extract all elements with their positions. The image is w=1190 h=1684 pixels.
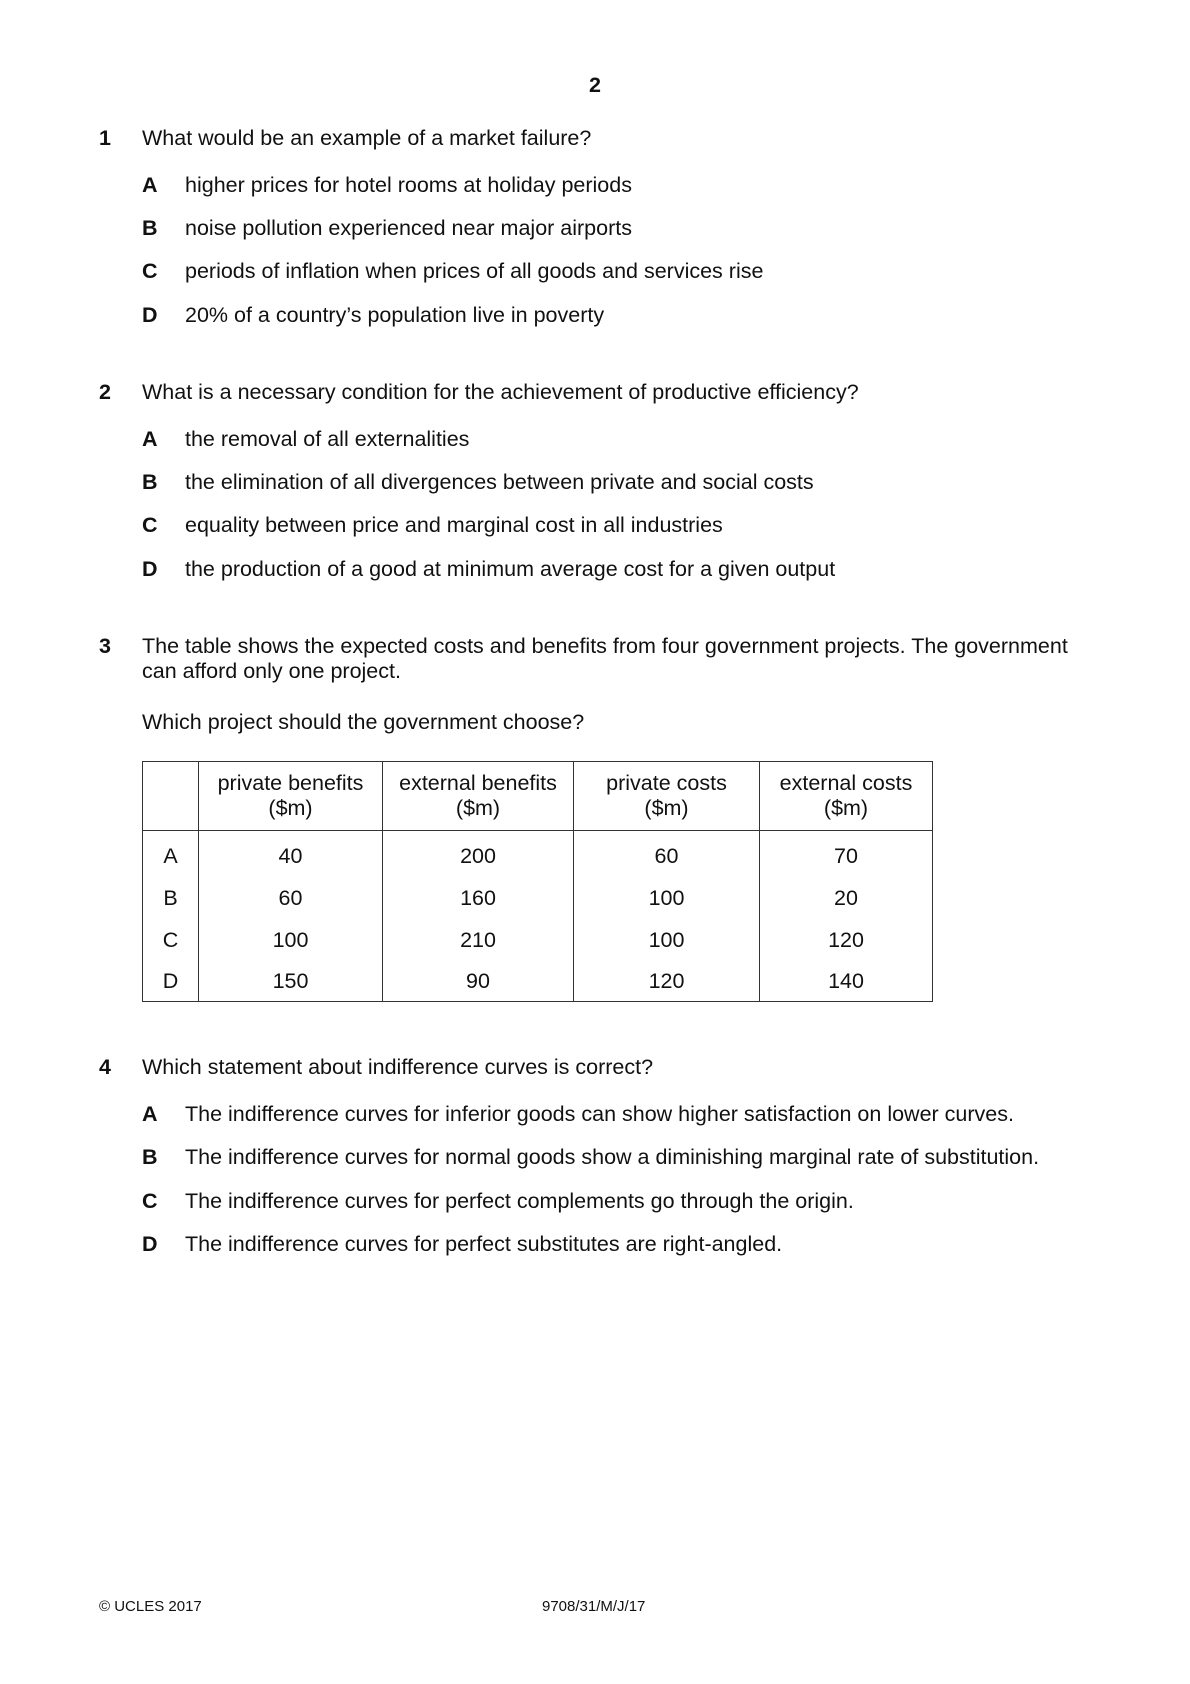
header-external-benefits <box>383 762 574 831</box>
question-2-option-a-letter: A <box>142 427 158 451</box>
question-2-number: 2 <box>99 380 111 404</box>
question-2-option-d-letter: D <box>142 557 158 581</box>
footer-paper-code: 9708/31/M/J/17 <box>542 1598 646 1615</box>
question-2-option-a-text: the removal of all externalities <box>185 427 470 451</box>
projects-table <box>142 761 933 1002</box>
question-2-option-b-letter: B <box>142 470 158 494</box>
question-1-option-d-letter: D <box>142 303 158 327</box>
cell-private-benefits: 150 <box>199 961 383 1002</box>
header-unit: ($m) <box>455 796 501 820</box>
question-3-prompt: Which project should the government choose? <box>142 710 585 734</box>
table-corner-cell <box>143 762 199 831</box>
question-2-option-c-letter: C <box>142 513 158 537</box>
question-4-option-b-letter: B <box>142 1145 158 1169</box>
question-3-text-line-1: The table shows the expected costs and benefits from four government projects. The government <box>142 634 1068 658</box>
header-unit: ($m) <box>268 796 313 820</box>
cell-external-benefits: 90 <box>383 961 574 1002</box>
table-row <box>143 919 933 961</box>
cell-private-benefits: 60 <box>199 877 383 919</box>
cell-private-benefits: 40 <box>199 831 383 878</box>
header-label: external costs <box>779 771 913 795</box>
question-4-option-d-letter: D <box>142 1232 158 1256</box>
header-label: external benefits <box>399 771 557 795</box>
cell-private-costs: 120 <box>574 961 760 1002</box>
table-row <box>143 877 933 919</box>
question-4-option-b-text: The indifference curves for normal goods show a diminishing marginal rate of substitution. <box>185 1145 1040 1169</box>
question-1-option-d-text: 20% of a country’s population live in poverty <box>185 303 605 327</box>
cell-external-costs: 70 <box>760 831 933 878</box>
question-4-option-a-letter: A <box>142 1102 158 1126</box>
header-unit: ($m) <box>823 796 869 820</box>
question-4-option-c-text: The indifference curves for perfect complements go through the origin. <box>185 1189 854 1213</box>
question-4-number: 4 <box>99 1055 111 1079</box>
question-4-option-c-letter: C <box>142 1189 158 1213</box>
header-external-costs <box>760 762 933 831</box>
cell-private-benefits: 100 <box>199 919 383 961</box>
table-row <box>143 961 933 1002</box>
question-4-option-a-text: The indifference curves for inferior goods can show higher satisfaction on lower curves. <box>185 1102 1014 1126</box>
question-1-option-b-letter: B <box>142 216 158 240</box>
question-4-option-d-text: The indifference curves for perfect substitutes are right-angled. <box>185 1232 783 1256</box>
question-1-option-c-letter: C <box>142 259 158 283</box>
question-3-text-line-2: can afford only one project. <box>142 659 401 683</box>
row-label: D <box>143 961 199 1002</box>
table-header-row <box>143 762 933 831</box>
row-label: C <box>143 919 199 961</box>
table-row <box>143 831 933 878</box>
page-number: 2 <box>589 73 601 97</box>
cell-external-benefits: 160 <box>383 877 574 919</box>
cell-external-benefits: 200 <box>383 831 574 878</box>
question-2-text: What is a necessary condition for the achievement of productive efficiency? <box>142 380 859 404</box>
header-private-costs <box>574 762 760 831</box>
row-label: A <box>143 831 199 878</box>
header-label: private costs <box>606 771 727 795</box>
cell-private-costs: 100 <box>574 919 760 961</box>
header-private-benefits <box>199 762 383 831</box>
question-2-option-c-text: equality between price and marginal cost in all industries <box>185 513 723 537</box>
question-1-option-b-text: noise pollution experienced near major airports <box>185 216 632 240</box>
cell-external-costs: 140 <box>760 961 933 1002</box>
header-unit: ($m) <box>644 796 689 820</box>
question-1-option-a-letter: A <box>142 173 158 197</box>
question-2-option-b-text: the elimination of all divergences between private and social costs <box>185 470 814 494</box>
cell-private-costs: 60 <box>574 831 760 878</box>
row-label: B <box>143 877 199 919</box>
question-4-text: Which statement about indifference curves is correct? <box>142 1055 654 1079</box>
question-2-option-d-text: the production of a good at minimum average cost for a given output <box>185 557 836 581</box>
cell-external-benefits: 210 <box>383 919 574 961</box>
cell-private-costs: 100 <box>574 877 760 919</box>
question-3-number: 3 <box>99 634 111 658</box>
question-1-option-a-text: higher prices for hotel rooms at holiday periods <box>185 173 632 197</box>
question-1-text: What would be an example of a market failure? <box>142 126 592 150</box>
footer-copyright: © UCLES 2017 <box>99 1598 202 1615</box>
question-1-option-c-text: periods of inflation when prices of all goods and services rise <box>185 259 764 283</box>
question-1-number: 1 <box>99 126 111 150</box>
header-label: private benefits <box>217 771 364 795</box>
cell-external-costs: 120 <box>760 919 933 961</box>
cell-external-costs: 20 <box>760 877 933 919</box>
